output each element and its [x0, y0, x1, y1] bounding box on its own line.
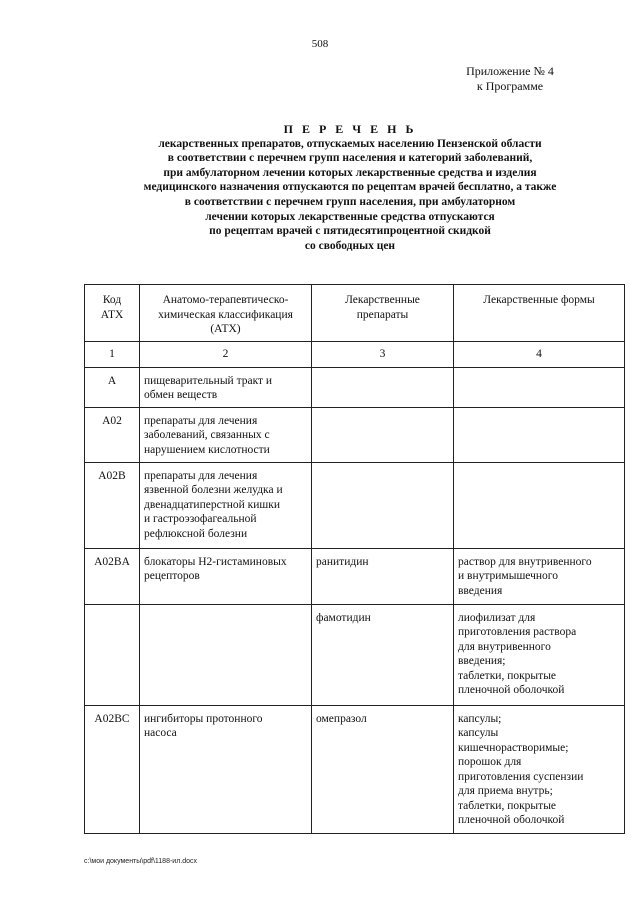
dosage-forms-cell: раствор для внутривенного и внутримышечного введения	[454, 548, 625, 604]
drug-cell: ранитидин	[312, 548, 454, 604]
column-number-row	[85, 341, 625, 367]
atc-code-cell: A02B	[85, 462, 140, 548]
table-row	[85, 407, 625, 462]
header-drugs: Лекарственные препараты	[312, 285, 454, 342]
classification-cell: пищеварительный тракт и обмен веществ	[140, 367, 312, 407]
drug-cell	[312, 407, 454, 462]
drug-list-table	[84, 284, 625, 834]
table-row	[85, 548, 625, 604]
footer-file-path: c:\мои документы\pdf\1188-ил.docx	[84, 858, 198, 865]
header-dosage-forms: Лекарственные формы	[454, 285, 625, 342]
drug-cell	[312, 367, 454, 407]
dosage-forms-cell	[454, 367, 625, 407]
table-row	[85, 367, 625, 407]
dosage-forms-cell: лиофилизат для приготовления раствора для внутривенного введения; таблетки, покрытые пленочной оболочкой	[454, 604, 625, 705]
classification-cell: препараты для лечения заболеваний, связанных с нарушением кислотности	[140, 407, 312, 462]
atc-code-cell: A02BC	[85, 705, 140, 833]
atc-code-cell	[85, 604, 140, 705]
title-line: лекарственных препаратов, отпускаемых населению Пензенской области	[158, 137, 542, 150]
dosage-forms-cell: капсулы; капсулы кишечнорастворимые; порошок для приготовления суспензии для приема внутрь; таблетки, покрытые пленочной оболочкой	[454, 705, 625, 833]
atc-code-cell: A02	[85, 407, 140, 462]
title-heading: П Е Р Е Ч Е Н Ь	[283, 122, 417, 136]
title-line: по рецептам врачей с пятидесятипроцентной скидкой	[209, 225, 491, 238]
title-line: при амбулаторном лечении которых лекарственные средства и изделия	[163, 166, 537, 179]
drug-cell: омепразол	[312, 705, 454, 833]
classification-cell: ингибиторы протонного насоса	[140, 705, 312, 833]
document-title	[80, 122, 620, 253]
dosage-forms-cell	[454, 462, 625, 548]
column-number: 1	[85, 341, 140, 367]
title-line: лечении которых лекарственные средства отпускаются	[205, 210, 495, 223]
appendix-line-2: к Программе	[476, 79, 544, 93]
title-line: в соответствии с перечнем групп населения и категорий заболеваний,	[167, 152, 533, 165]
classification-cell	[140, 604, 312, 705]
title-line: медицинского назначения отпускаются по рецептам врачей бесплатно, а также	[143, 181, 557, 194]
table-row	[85, 462, 625, 548]
table-row	[85, 604, 625, 705]
title-line: в соответствии с перечнем групп населения, при амбулаторном	[184, 195, 516, 208]
column-number: 4	[454, 341, 625, 367]
page-number: 508	[311, 38, 329, 50]
classification-cell: блокаторы H2-гистаминовых рецепторов	[140, 548, 312, 604]
appendix-label	[440, 64, 580, 94]
drug-cell	[312, 462, 454, 548]
table-row	[85, 705, 625, 833]
table-header-row	[85, 285, 625, 342]
atc-code-cell: A	[85, 367, 140, 407]
classification-cell: препараты для лечения язвенной болезни желудка и двенадцатиперстной кишки и гастроэзофагеальной рефлюксной болезни	[140, 462, 312, 548]
title-line: со свободных цен	[304, 239, 396, 252]
column-number: 3	[312, 341, 454, 367]
column-number: 2	[140, 341, 312, 367]
drug-cell: фамотидин	[312, 604, 454, 705]
appendix-line-1: Приложение № 4	[466, 64, 554, 78]
atc-code-cell: A02BA	[85, 548, 140, 604]
header-atc-classification: Анатомо-терапевтическо- химическая классификация (АТХ)	[140, 285, 312, 342]
dosage-forms-cell	[454, 407, 625, 462]
header-atc-code: Код АТХ	[85, 285, 140, 342]
